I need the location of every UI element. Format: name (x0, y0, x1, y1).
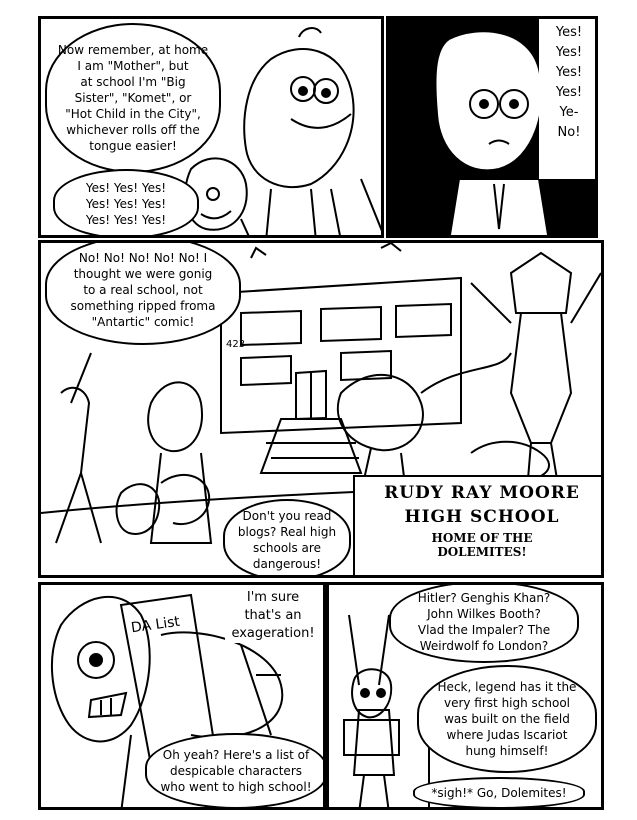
panel-1 (38, 16, 384, 238)
panel-4 (38, 582, 326, 810)
school-sign (353, 475, 604, 578)
speech-balloon-list: Oh yeah? Here's a list of despicable characters who went to high school! (145, 733, 326, 809)
speech-balloon-yes-yes: Yes! Yes! Yes! Yes! Yes! Yes! Yes! Yes! Yes! (53, 169, 199, 238)
caption-yes-no: Yes! Yes! Yes! Yes! Ye- No! (543, 23, 595, 143)
speech-balloon-heck: Heck, legend has it the very first high school was built on the field where Judas Iscariot hung himself! (417, 665, 597, 773)
speech-balloon-no-no: No! No! No! No! No! I thought we were gonig to a real school, not something ripped froma "Antartic" comic! (45, 240, 241, 345)
speech-balloon-sigh: *sigh!* Go, Dolemites! (413, 777, 585, 809)
panel-3 (38, 240, 604, 578)
school-sign-name: RUDY RAY MOORE (384, 483, 580, 503)
panel-2 (386, 16, 598, 238)
school-sign-type: HIGH SCHOOL (404, 507, 560, 527)
panel-5 (326, 582, 604, 810)
building-number: 423 (226, 339, 246, 350)
caption-sure: I'm sure that's an exageration! (225, 589, 321, 643)
speech-balloon-blogs: Don't you read blogs? Real high schools are dangerous! (223, 499, 351, 578)
clipboard-label: DA List (130, 613, 181, 637)
speech-balloon-hitler: Hitler? Genghis Khan? John Wilkes Booth? Vlad the Impaler? The Weirdwolf fo London? (389, 582, 579, 663)
school-sign-motto: HOME OF THE DOLEMITES! (431, 531, 533, 559)
speech-balloon-mother: Now remember, at home I am "Mother", but at school I'm "Big Sister", "Komet", or "Hot Child in the City", whichever rolls off the tongue easier! (45, 23, 221, 173)
